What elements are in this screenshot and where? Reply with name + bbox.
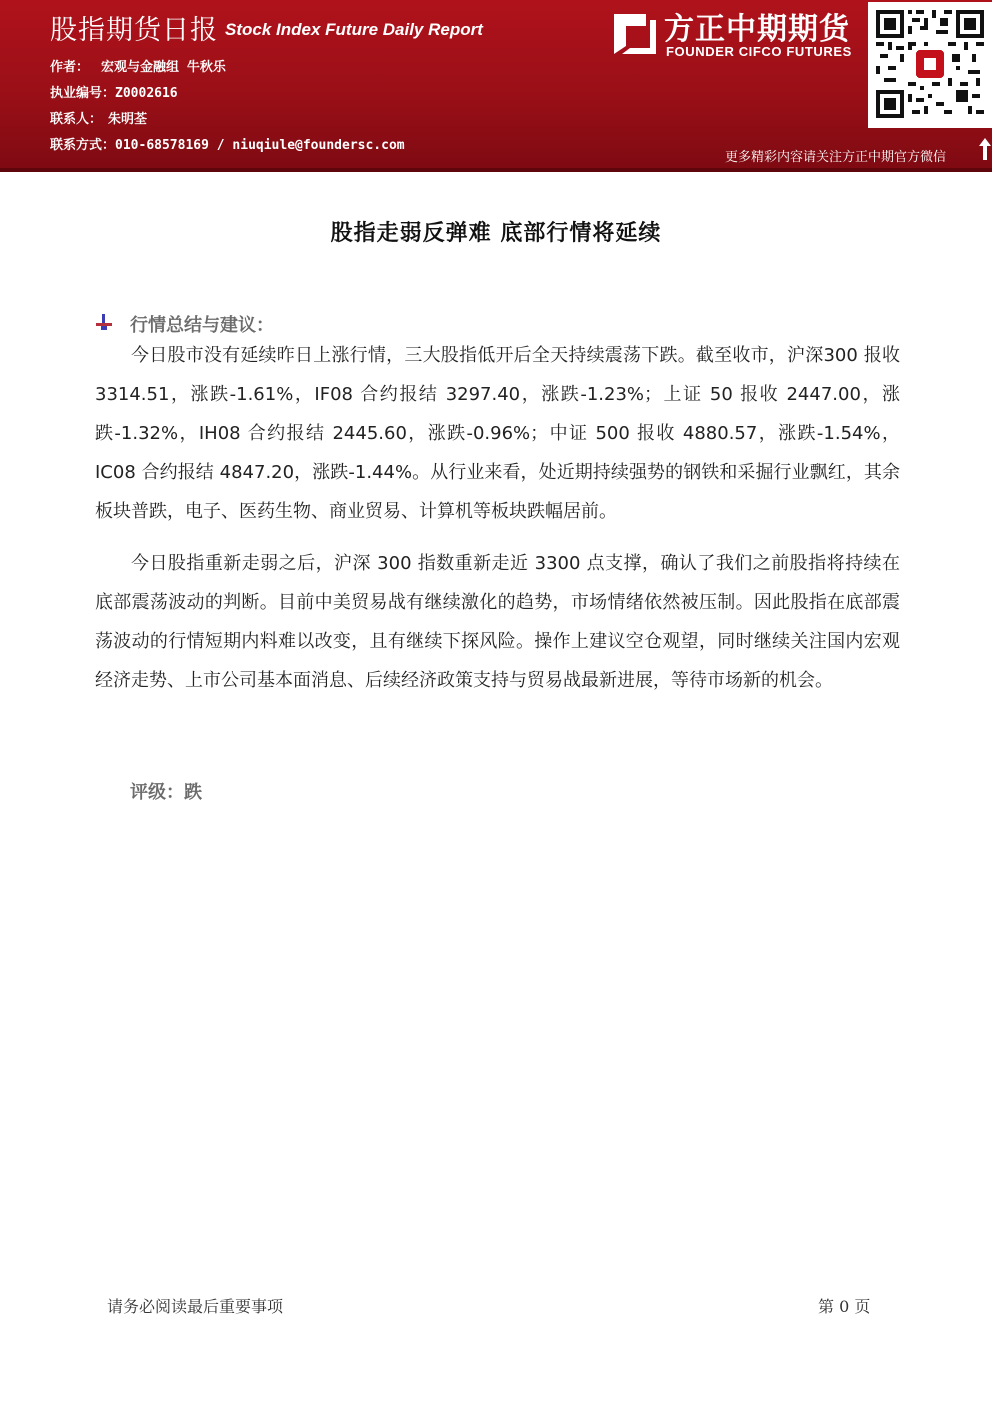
bullet-icon	[95, 313, 113, 331]
contact-person-row	[50, 108, 147, 127]
arrow-up-icon	[978, 137, 992, 161]
contact-person-value: 朱明荃	[108, 112, 148, 127]
logo-text-en: FOUNDER CIFCO FUTURES	[666, 44, 852, 59]
contact-value: 010-68578169 / niuqiule@foundersc.com	[115, 138, 405, 153]
qr-code-icon	[876, 10, 984, 118]
footer-notice-link[interactable]: 请务必阅读最后重要事项	[107, 1297, 284, 1316]
logo-text-cn: 方正中期期货	[664, 12, 850, 47]
license-value: Z0002616	[115, 86, 178, 101]
contact-label: 联系方式：	[50, 138, 116, 153]
contact-row	[50, 134, 405, 153]
author-label: 作者：	[50, 60, 90, 75]
follow-wechat-text: 更多精彩内容请关注方正中期官方微信	[725, 150, 947, 165]
section-heading: 行情总结与建议：	[130, 315, 274, 336]
paragraph-market-summary: 今日股市没有延续昨日上涨行情，三大股指低开后全天持续震荡下跌。截至收市，沪深300 报收 3314.51，涨跌-1.61%，IF08 合约报结 3297.40，涨跌-1.23%；上证 50 报收 2447.00，涨跌-1.32%，IH08 合约报结 2445.60，涨跌-0.96%；中证 500 报收 4880.57，涨跌-1.54%，IC08 合约报结 4847.20，涨跌-1.44%。从行业来看，处近期持续强势的钢铁和采掘行业飘红，其余板块普跌，电子、医药生物、商业贸易、计算机等板块跌幅居前。	[95, 345, 900, 522]
article-title: 股指走弱反弹难 底部行情将延续	[330, 221, 662, 246]
paragraph-outlook: 今日股指重新走弱之后，沪深 300 指数重新走近 3300 点支撑，确认了我们之前股指将持续在底部震荡波动的判断。目前中美贸易战有继续激化的趋势，市场情绪依然被压制。因此股指在底部震荡波动的行情短期内料难以改变，且有继续下探风险。操作上建议空仓观望，同时继续关注国内宏观经济走势、上市公司基本面消息、后续经济政策支持与贸易战最新进展，等待市场新的机会。	[95, 553, 900, 691]
license-row	[50, 82, 178, 101]
author-row	[50, 56, 226, 75]
report-title-en: Stock Index Future Daily Report	[225, 20, 483, 39]
page-number: 第 0 页	[818, 1297, 871, 1316]
founder-logo-icon	[606, 10, 658, 58]
contact-person-label: 联系人：	[50, 112, 103, 127]
banner-divider	[0, 168, 992, 172]
author-value: 宏观与金融组 牛秋乐	[101, 60, 226, 75]
wechat-qr-code	[868, 2, 992, 128]
rating: 评级：跌	[130, 782, 202, 803]
report-title: 股指期货日报	[50, 15, 218, 46]
license-label: 执业编号：	[50, 86, 116, 101]
